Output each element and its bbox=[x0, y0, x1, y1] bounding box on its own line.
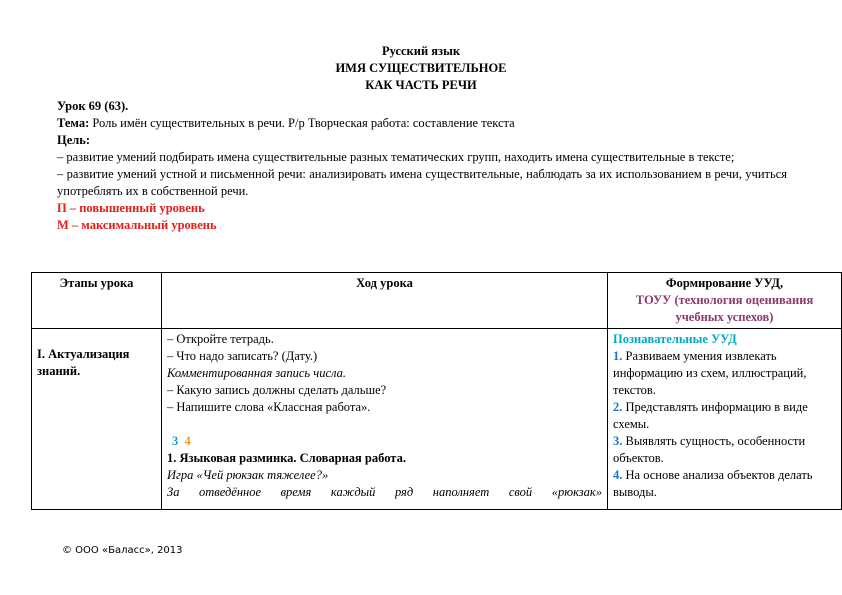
goal-item: – развитие умений подбирать имена существительные разных тематических групп, находить имена существительные в тексте; bbox=[57, 150, 735, 164]
step-line: За отведённое время каждый ряд наполняет свой «рюкзак» bbox=[167, 485, 602, 499]
badge-3: 3 bbox=[172, 434, 179, 448]
level-p: П – повышенный уровень bbox=[57, 201, 205, 215]
document-title bbox=[0, 43, 842, 94]
topic-subtitle: КАК ЧАСТЬ РЕЧИ bbox=[365, 78, 477, 92]
uud-item: 4. На основе анализа объектов делать выводы. bbox=[613, 468, 813, 499]
step-line: – Откройте тетрадь. bbox=[167, 332, 274, 346]
copyright-footer: © ООО «Баласс», 2013 bbox=[62, 545, 183, 556]
subject-title: Русский язык bbox=[381, 44, 461, 58]
theme-label: Тема: bbox=[57, 116, 90, 130]
table-row bbox=[32, 329, 842, 510]
step-line: – Какую запись должны сделать дальше? bbox=[167, 383, 387, 397]
header-touu: ТОУУ (технология оценивания учебных успехов) bbox=[635, 293, 814, 324]
table-header-row bbox=[32, 273, 842, 329]
step-line: – Что надо записать? (Дату.) bbox=[167, 349, 318, 363]
uud-cell bbox=[608, 329, 842, 510]
lesson-intro bbox=[57, 98, 787, 234]
step-heading: 1. Языковая разминка. Словарная работа. bbox=[167, 451, 406, 465]
level-badges bbox=[167, 433, 602, 450]
header-uud bbox=[608, 273, 842, 329]
stage-cell: I. Актуализация знаний. bbox=[32, 329, 162, 510]
level-m: М – максимальный уровень bbox=[57, 218, 217, 232]
theme-text: Роль имён существительных в речи. Р/р Творческая работа: составление текста bbox=[89, 116, 515, 130]
uud-item: 1. Развиваем умения извлекать информацию из схем, иллюстраций, текстов. bbox=[613, 349, 807, 397]
lesson-theme bbox=[57, 115, 787, 132]
uud-item: 2. Представлять информацию в виде схемы. bbox=[613, 400, 808, 431]
step-line: – Напишите слова «Классная работа». bbox=[167, 400, 371, 414]
badge-4: 4 bbox=[184, 434, 191, 448]
header-stages: Этапы урока bbox=[32, 273, 162, 329]
progress-cell bbox=[162, 329, 608, 510]
header-progress: Ход урока bbox=[162, 273, 608, 329]
topic-title: ИМЯ СУЩЕСТВИТЕЛЬНОЕ bbox=[335, 61, 507, 75]
goal-item: – развитие умений устной и письменной речи: анализировать имена существительные, наблюдать за их использованием в речи, учиться употреблять их в собственной речи. bbox=[57, 167, 787, 198]
lesson-table bbox=[31, 272, 842, 510]
uud-item: 3. Выявлять сущность, особенности объектов. bbox=[613, 434, 806, 465]
uud-title: Познавательные УУД bbox=[613, 332, 737, 346]
step-line: Комментированная запись числа. bbox=[167, 366, 346, 380]
lesson-number: Урок 69 (63). bbox=[57, 99, 129, 113]
header-uud-title: Формирование УУД, bbox=[665, 276, 784, 290]
goal-label: Цель: bbox=[57, 133, 91, 147]
step-line: Игра «Чей рюкзак тяжелее?» bbox=[167, 468, 329, 482]
